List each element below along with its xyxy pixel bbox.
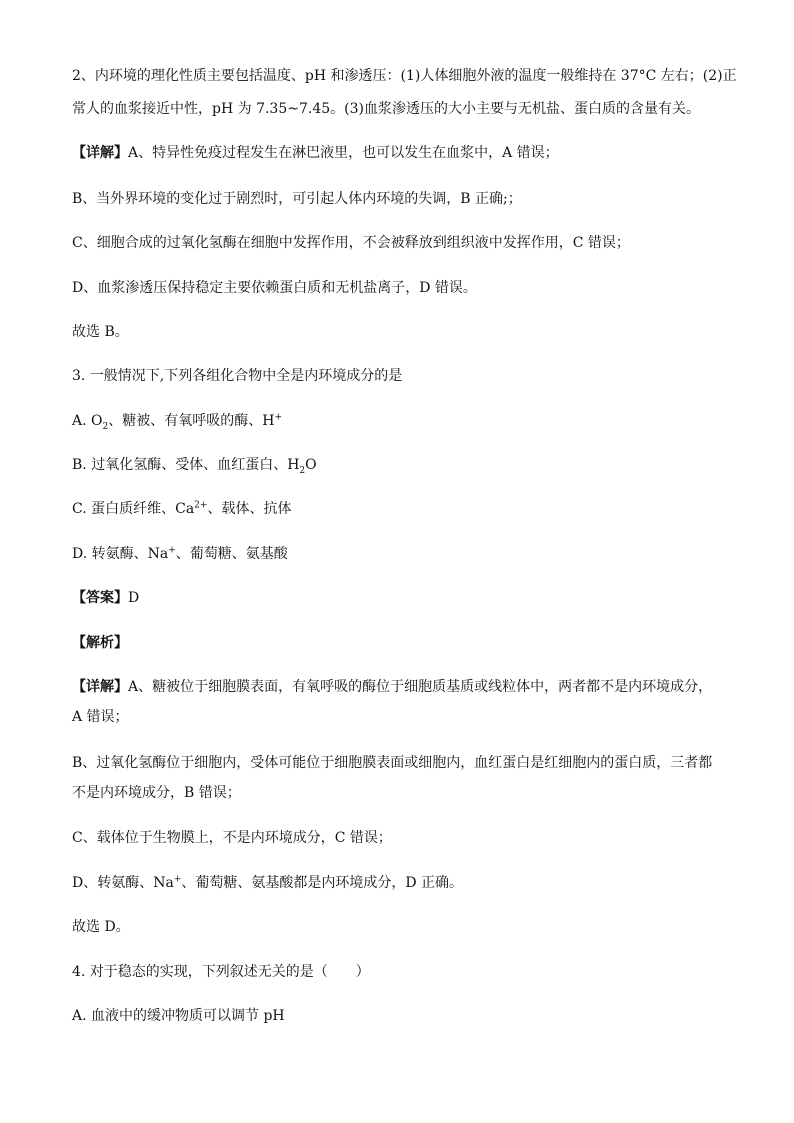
- subscript: 2: [102, 421, 109, 432]
- q2-point2-line1: 2、内环境的理化性质主要包括温度、pH 和渗透压：(1)人体细胞外液的温度一般维持在 37°C 左右；(2)正: [72, 68, 737, 84]
- option-b-text-2: O: [305, 457, 317, 473]
- analysis-tag: 【解析】: [72, 635, 128, 651]
- detail-tag: 【详解】: [72, 679, 128, 695]
- detail-d-text-2: 、葡萄糖、氨基酸都是内环境成分，D 正确。: [181, 875, 464, 891]
- q3-detail-c: C、载体位于生物膜上，不是内环境成分，C 错误；: [72, 830, 392, 846]
- option-a-text: A. O: [72, 413, 103, 429]
- q2-detail-c: C、细胞合成的过氧化氢酶在细胞中发挥作用，不会被释放到组织液中发挥作用，C 错误；: [72, 235, 630, 251]
- q3-stem: 3. 一般情况下,下列各组化合物中全是内环境成分的是: [72, 368, 403, 384]
- q3-detail-d: [72, 873, 463, 893]
- option-d-text: D. 转氨酶、Na: [72, 546, 169, 562]
- option-b-text: B. 过氧化氢酶、受体、血红蛋白、H: [72, 457, 300, 473]
- superscript: +: [274, 412, 282, 423]
- q3-option-c: [72, 499, 291, 519]
- q3-answer: [72, 588, 139, 608]
- detail-text: A、糖被位于细胞膜表面，有氧呼吸的酶位于细胞质基质或线粒体中，两者都不是内环境成分，: [128, 679, 713, 695]
- q2-conclusion: 故选 B。: [72, 324, 129, 340]
- q3-option-d: [72, 544, 288, 564]
- q3-detail-b-line2: 不是内环境成分，B 错误；: [72, 785, 241, 801]
- q3-detail-a-line1: [72, 677, 712, 697]
- option-d-text-2: 、葡萄糖、氨基酸: [175, 546, 288, 562]
- q3-analysis-heading: [72, 633, 128, 653]
- q4-option-a: A. 血液中的缓冲物质可以调节 pH: [72, 1008, 285, 1024]
- q3-detail-b-line1: B、过氧化氢酶位于细胞内，受体可能位于细胞膜表面或细胞内，血红蛋白是红细胞内的蛋白质，三者都: [72, 755, 713, 771]
- q2-point2-line2: 常人的血浆接近中性，pH 为 7.35~7.45。(3)血浆渗透压的大小主要与无机盐、蛋白质的含量有关。: [72, 101, 700, 117]
- option-a-text-2: 、糖被、有氧呼吸的酶、H: [108, 413, 275, 429]
- q3-detail-a-line2: A 错误；: [72, 709, 129, 725]
- detail-d-text: D、转氨酶、Na: [72, 875, 174, 891]
- option-c-text: C. 蛋白质纤维、Ca: [72, 501, 195, 517]
- q2-detail-a: [72, 143, 559, 163]
- q2-detail-d: D、血浆渗透压保持稳定主要依赖蛋白质和无机盐离子，D 错误。: [72, 280, 477, 296]
- detail-text: A、特异性免疫过程发生在淋巴液里，也可以发生在血浆中，A 错误；: [128, 145, 559, 161]
- answer-tag: 【答案】: [72, 590, 128, 606]
- option-c-text-2: 、载体、抗体: [207, 501, 292, 517]
- superscript: +: [168, 545, 176, 556]
- superscript: +: [173, 874, 182, 885]
- answer-value: D: [128, 590, 140, 606]
- q4-stem: 4. 对于稳态的实现，下列叙述无关的是（ ）: [72, 964, 370, 980]
- q3-conclusion: 故选 D。: [72, 919, 130, 935]
- detail-tag: 【详解】: [72, 145, 128, 161]
- subscript: 2: [299, 465, 306, 476]
- q3-option-b: [72, 455, 317, 475]
- q3-option-a: [72, 411, 282, 431]
- superscript: 2+: [194, 500, 208, 511]
- q2-detail-b: B、当外界环境的变化过于剧烈时，可引起人体内环境的失调，B 正确;；: [72, 191, 522, 207]
